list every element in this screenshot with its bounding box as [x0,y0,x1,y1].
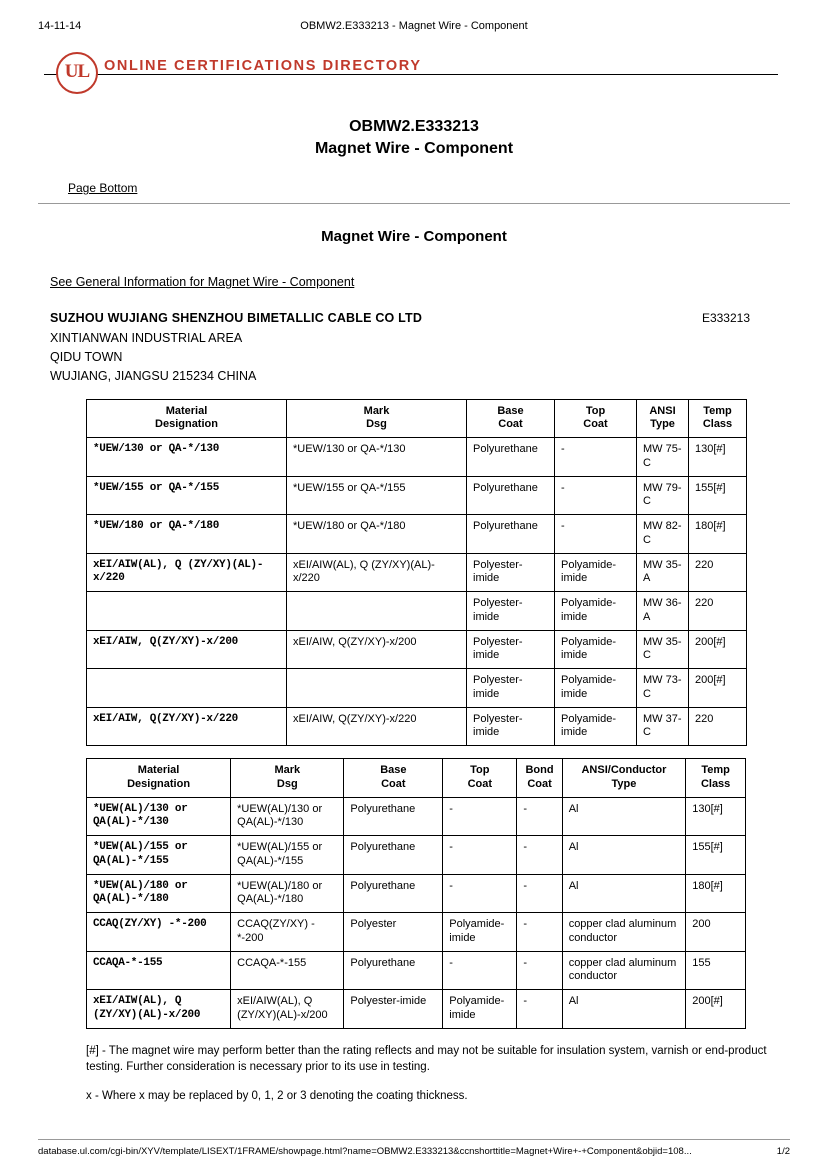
table-header-row [87,399,747,438]
cell-mark: xEI/AIW, Q(ZY/XY)-x/200 [287,630,467,669]
company-address-line-3: WUJIANG, JIANGSU 215234 CHINA [50,369,257,384]
cell-mark: *UEW(AL)/130 or QA(AL)-*/130 [231,797,344,836]
footer-page-number: 1/2 [776,1146,790,1157]
cell-base-coat: Polyurethane [344,874,443,913]
table-row [87,476,747,515]
cell-top-coat: - [555,515,637,554]
cell-material: xEI/AIW, Q(ZY/XY)-x/220 [87,707,287,746]
ul-banner [38,50,790,94]
cell-material: *UEW/155 or QA-*/155 [87,476,287,515]
cell-mark: *UEW(AL)/155 or QA(AL)-*/155 [231,836,344,875]
cell-mark: *UEW(AL)/180 or QA(AL)-*/180 [231,874,344,913]
cell-temp-class: 155 [686,951,746,990]
cell-temp-class: 220 [689,592,747,631]
cell-mark: xEI/AIW(AL), Q (ZY/XY)(AL)-x/200 [231,990,344,1029]
cell-temp-class: 155[#] [689,476,747,515]
ul-logo-icon: UL [56,52,98,94]
cell-mark: CCAQA-*-155 [231,951,344,990]
cell-temp-class: 220 [689,553,747,592]
cell-mark [287,592,467,631]
col-ansi-type: ANSI Type [637,399,689,438]
cell-top-coat: - [555,476,637,515]
cell-ansi-conductor: Al [562,874,686,913]
cell-ansi-type: MW 73-C [637,669,689,708]
cell-base-coat: Polyester-imide [467,669,555,708]
cell-ansi-conductor: Al [562,990,686,1029]
cell-bond-coat: - [517,797,562,836]
footer-url: database.ul.com/cgi-bin/XYV/template/LISEXT/1FRAME/showpage.html?name=OBMW2.E333213&ccnshorttitle=Magnet+Wire+-+Component&objid=108... [38,1146,692,1157]
cell-material: xEI/AIW(AL), Q (ZY/XY)(AL)-x/200 [87,990,231,1029]
cell-temp-class: 200[#] [689,630,747,669]
table-row [87,553,747,592]
table-row [87,669,747,708]
company-address-line-2: QIDU TOWN [50,349,123,364]
col-base-coat: Base Coat [344,759,443,798]
footnote-hash: [#] - The magnet wire may perform better than the rating reflects and may not be suitable for insulation system, varnish or end-product testing. Further consideration is necessary prior to its use in testing. [86,1044,767,1074]
cell-base-coat: Polyurethane [467,515,555,554]
cell-ansi-type: MW 36-A [637,592,689,631]
cell-ansi-type: MW 82-C [637,515,689,554]
col-temp-class: Temp Class [689,399,747,438]
cell-top-coat: Polyamide-imide [555,592,637,631]
cell-top-coat: - [555,438,637,477]
cell-material: *UEW/130 or QA-*/130 [87,438,287,477]
table-row [87,438,747,477]
cell-material [87,669,287,708]
cell-mark: *UEW/155 or QA-*/155 [287,476,467,515]
print-date: 14-11-14 [38,20,82,32]
cell-material: *UEW(AL)/155 or QA(AL)-*/155 [87,836,231,875]
cell-temp-class: 200 [686,913,746,952]
cell-top-coat: Polyamide-imide [555,553,637,592]
cell-top-coat: Polyamide-imide [443,990,517,1029]
cell-base-coat: Polyurethane [467,438,555,477]
col-bond-coat: Bond Coat [517,759,562,798]
cell-temp-class: 200[#] [689,669,747,708]
cell-bond-coat: - [517,836,562,875]
cell-temp-class: 130[#] [689,438,747,477]
cell-base-coat: Polyurethane [467,476,555,515]
cell-material [87,592,287,631]
cell-ansi-conductor: copper clad aluminum conductor [562,951,686,990]
cell-temp-class: 220 [689,707,747,746]
cell-temp-class: 130[#] [686,797,746,836]
company-block [50,309,790,387]
footnote-x: x - Where x may be replaced by 0, 1, 2 or 3 denoting the coating thickness. [86,1090,468,1103]
header-divider [38,203,790,204]
cell-ansi-type: MW 37-C [637,707,689,746]
company-name: SUZHOU WUJIANG SHENZHOU BIMETALLIC CABLE CO LTD [50,311,423,326]
general-information-link[interactable]: See General Information for Magnet Wire - Component [50,275,355,290]
cell-ansi-type: MW 75-C [637,438,689,477]
cell-material: *UEW(AL)/130 or QA(AL)-*/130 [87,797,231,836]
cell-top-coat: - [443,951,517,990]
cell-material: CCAQ(ZY/XY) -*-200 [87,913,231,952]
col-mark-dsg: Mark Dsg [231,759,344,798]
col-top-coat: Top Coat [443,759,517,798]
magnet-wire-table-2 [86,758,746,1029]
online-certifications-directory-title: ONLINE CERTIFICATIONS DIRECTORY [104,58,430,74]
cell-base-coat: Polyester-imide [467,630,555,669]
cell-ansi-conductor: Al [562,836,686,875]
page-title-line2: Magnet Wire - Component [314,139,514,157]
cell-mark: *UEW/130 or QA-*/130 [287,438,467,477]
page-title [38,116,790,159]
cell-base-coat: Polyester-imide [467,553,555,592]
cell-top-coat: - [443,874,517,913]
cell-temp-class: 180[#] [686,874,746,913]
cell-ansi-type: MW 35-C [637,630,689,669]
col-top-coat: Top Coat [555,399,637,438]
cell-mark: xEI/AIW(AL), Q (ZY/XY)(AL)-x/220 [287,553,467,592]
cell-temp-class: 180[#] [689,515,747,554]
table-row [87,836,746,875]
col-material-designation: Material Designation [87,759,231,798]
cell-base-coat: Polyester-imide [467,707,555,746]
page-title-line1: OBMW2.E333213 [349,118,479,135]
page-bottom-link[interactable]: Page Bottom [68,181,138,196]
cell-temp-class: 200[#] [686,990,746,1029]
cell-mark [287,669,467,708]
cell-base-coat: Polyester-imide [344,990,443,1029]
cell-top-coat: Polyamide-imide [555,707,637,746]
cell-base-coat: Polyester-imide [467,592,555,631]
table-row [87,707,747,746]
cell-base-coat: Polyester [344,913,443,952]
table-row [87,797,746,836]
cell-temp-class: 155[#] [686,836,746,875]
company-file-number: E333213 [701,311,750,326]
cell-mark: xEI/AIW, Q(ZY/XY)-x/220 [287,707,467,746]
print-header [38,0,790,32]
print-doc-title: OBMW2.E333213 - Magnet Wire - Component [300,20,528,32]
cell-bond-coat: - [517,951,562,990]
cell-bond-coat: - [517,990,562,1029]
cell-ansi-conductor: copper clad aluminum conductor [562,913,686,952]
cell-bond-coat: - [517,874,562,913]
col-temp-class: Temp Class [686,759,746,798]
table-row [87,515,747,554]
magnet-wire-table-1 [86,399,747,747]
cell-base-coat: Polyurethane [344,836,443,875]
col-ansi-conductor-type: ANSI/Conductor Type [562,759,686,798]
table-row [87,874,746,913]
section-title: Magnet Wire - Component [321,228,507,246]
cell-ansi-type: MW 79-C [637,476,689,515]
table-row [87,951,746,990]
cell-mark: *UEW/180 or QA-*/180 [287,515,467,554]
table-row [87,592,747,631]
cell-material: *UEW/180 or QA-*/180 [87,515,287,554]
cell-base-coat: Polyurethane [344,951,443,990]
table-row [87,630,747,669]
footnotes [86,1043,786,1105]
cell-material: CCAQA-*-155 [87,951,231,990]
cell-ansi-conductor: Al [562,797,686,836]
cell-top-coat: Polyamide-imide [555,669,637,708]
table-row [87,990,746,1029]
cell-base-coat: Polyurethane [344,797,443,836]
cell-bond-coat: - [517,913,562,952]
footer-divider [38,1139,790,1140]
table-header-row [87,759,746,798]
cell-top-coat: Polyamide-imide [555,630,637,669]
cell-material: *UEW(AL)/180 or QA(AL)-*/180 [87,874,231,913]
cell-top-coat: - [443,797,517,836]
cell-top-coat: Polyamide-imide [443,913,517,952]
banner-divider [44,74,778,75]
col-material-designation: Material Designation [87,399,287,438]
cell-material: xEI/AIW, Q(ZY/XY)-x/200 [87,630,287,669]
cell-material: xEI/AIW(AL), Q (ZY/XY)(AL)-x/220 [87,553,287,592]
table-row [87,913,746,952]
col-base-coat: Base Coat [467,399,555,438]
cell-top-coat: - [443,836,517,875]
cell-mark: CCAQ(ZY/XY) -*-200 [231,913,344,952]
company-address-line-1: XINTIANWAN INDUSTRIAL AREA [50,330,243,345]
cell-ansi-type: MW 35-A [637,553,689,592]
col-mark-dsg: Mark Dsg [287,399,467,438]
print-footer [0,1139,828,1157]
